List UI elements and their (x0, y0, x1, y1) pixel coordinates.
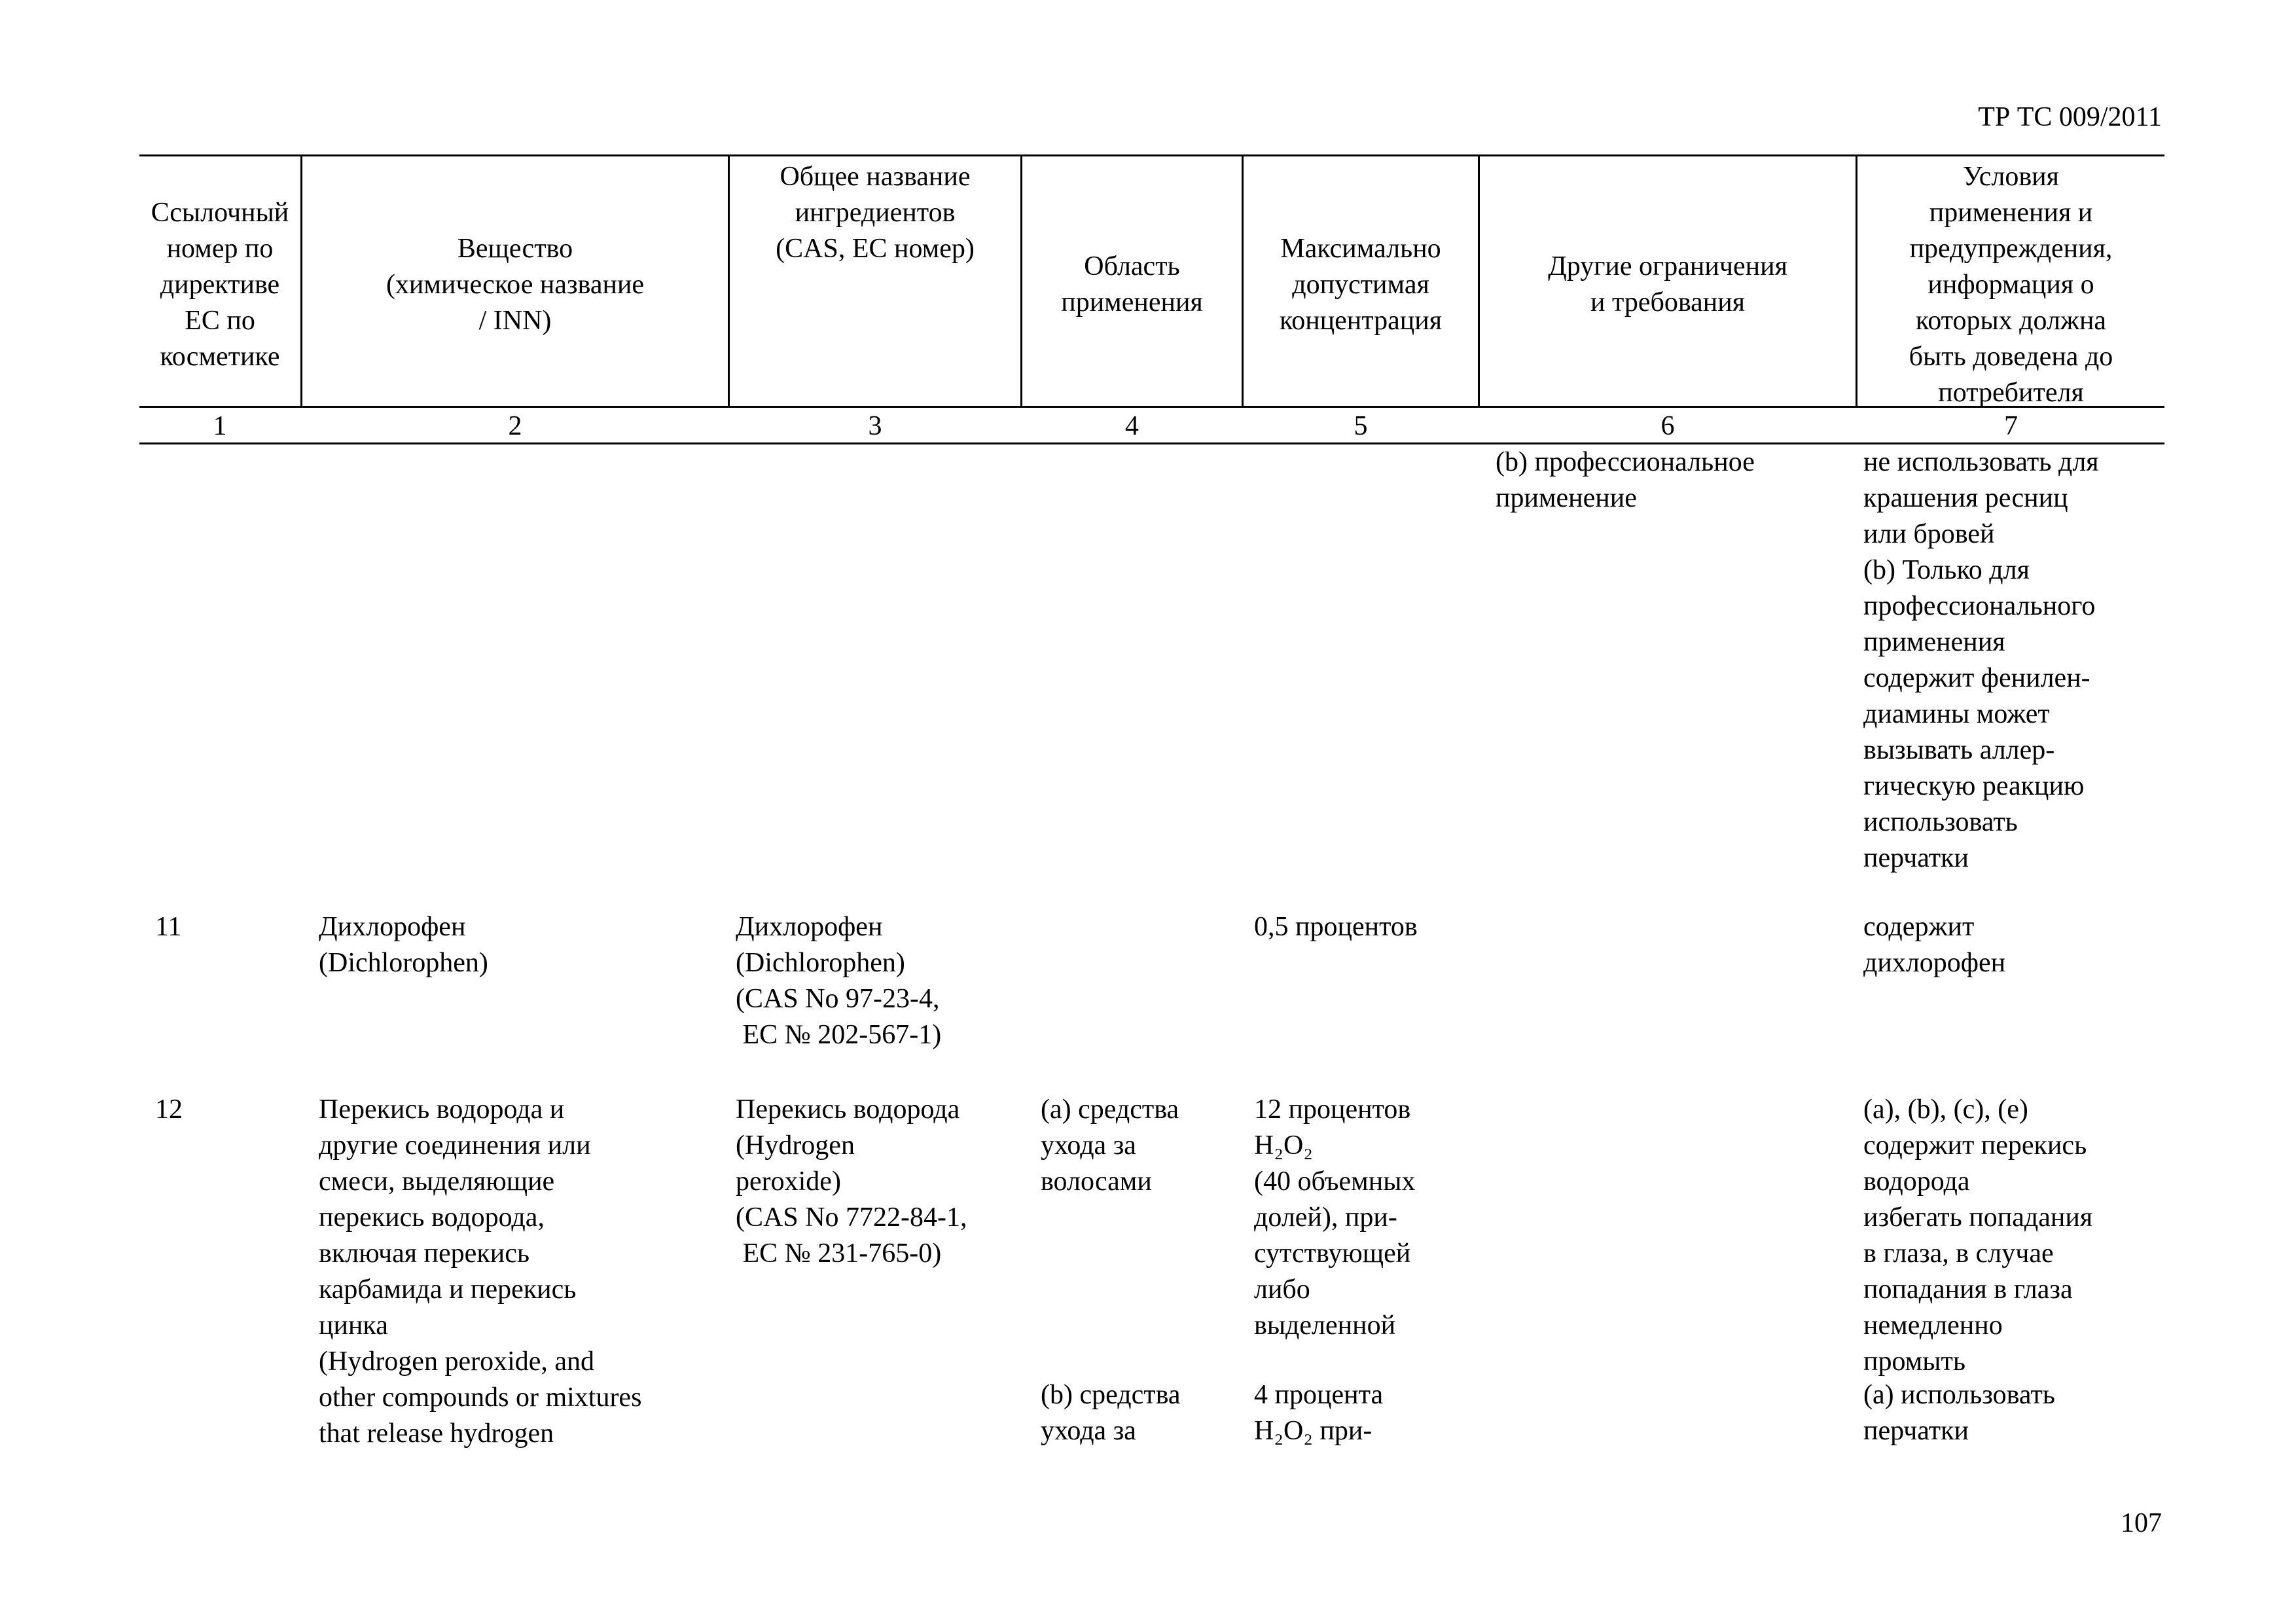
table-cell-conditions-warnings: не использовать для крашения ресниц или бровей (b) Только для профессионального применения содержит фенилен- диамины может вызывать аллер- гическую реакцию использовать перчатки (1863, 447, 2099, 873)
table-cell-other-restrictions: (b) профессиональное применение (1496, 447, 1755, 513)
table-cell-conditions-warnings-cont: (a) использовать перчатки (1863, 1380, 2055, 1446)
table-cell-substance: Перекись водорода и другие соединения или смеси, выделяющие перекись водорода, включая перекись карбамида и перекись цинка (Hydrogen peroxide, and other compounds or mixtures that release hydrogen (319, 1094, 642, 1449)
column-number: 4 (1125, 411, 1139, 441)
column-header-max-concentration: Максимально допустимая концентрация (1279, 234, 1443, 336)
document-id: ТР ТС 009/2011 (1978, 102, 2162, 132)
column-header-ingredient-name: Общее название ингредиентов (CAS, ЕС номер) (776, 162, 975, 264)
column-number: 1 (213, 411, 227, 441)
column-header-conditions-warnings: Условия применения и предупреждения, информация о которых должна быть доведена до потребителя (1909, 162, 2113, 408)
column-number: 2 (508, 411, 522, 441)
table-cell-ingredient-name: Дихлорофен (Dichlorophen) (CAS No 97-23-4, ЕС № 202-567-1) (736, 912, 942, 1050)
table-cell-ingredient-name: Перекись водорода (Hydrogen peroxide) (CAS No 7722-84-1, ЕС № 231-765-0) (736, 1094, 967, 1269)
column-header-ref-number: Ссылочный номер по директиве ЕС по косметике (151, 198, 289, 372)
table-cell-conditions-warnings: содержит дихлорофен (1863, 912, 2006, 978)
table-cell-ref-number: 12 (155, 1094, 183, 1125)
column-number: 7 (2004, 411, 2018, 441)
column-number: 6 (1660, 411, 1675, 441)
table-cell-ref-number: 11 (155, 912, 182, 942)
table-cell-max-concentration: 0,5 процентов (1254, 912, 1418, 942)
column-header-other-restrictions: Другие ограничения и требования (1548, 251, 1787, 317)
table-cell-max-concentration: 12 процентов H₂O₂ (40 объемных долей), при- сутствующей либо выделенной (1254, 1094, 1416, 1341)
table-cell-application-area: (a) средства ухода за волосами (1041, 1094, 1179, 1197)
column-header-substance: Вещество (химическое название / INN) (386, 234, 645, 336)
page-number: 107 (2121, 1508, 2162, 1538)
table-cell-max-concentration-cont: 4 процента H₂O₂ при- (1254, 1380, 1384, 1446)
table-cell-application-area-cont: (b) средства ухода за (1041, 1380, 1181, 1446)
column-number: 5 (1354, 411, 1368, 441)
table-cell-conditions-warnings: (a), (b), (c), (e) содержит перекись водорода избегать попадания в глаза, в случае попадания в глаза немедленно промыть (1863, 1094, 2093, 1377)
column-header-application-area: Область применения (1061, 251, 1203, 317)
table-cell-substance: Дихлорофен (Dichlorophen) (319, 912, 488, 978)
table-top-rule (139, 154, 2164, 156)
column-number: 3 (868, 411, 882, 441)
